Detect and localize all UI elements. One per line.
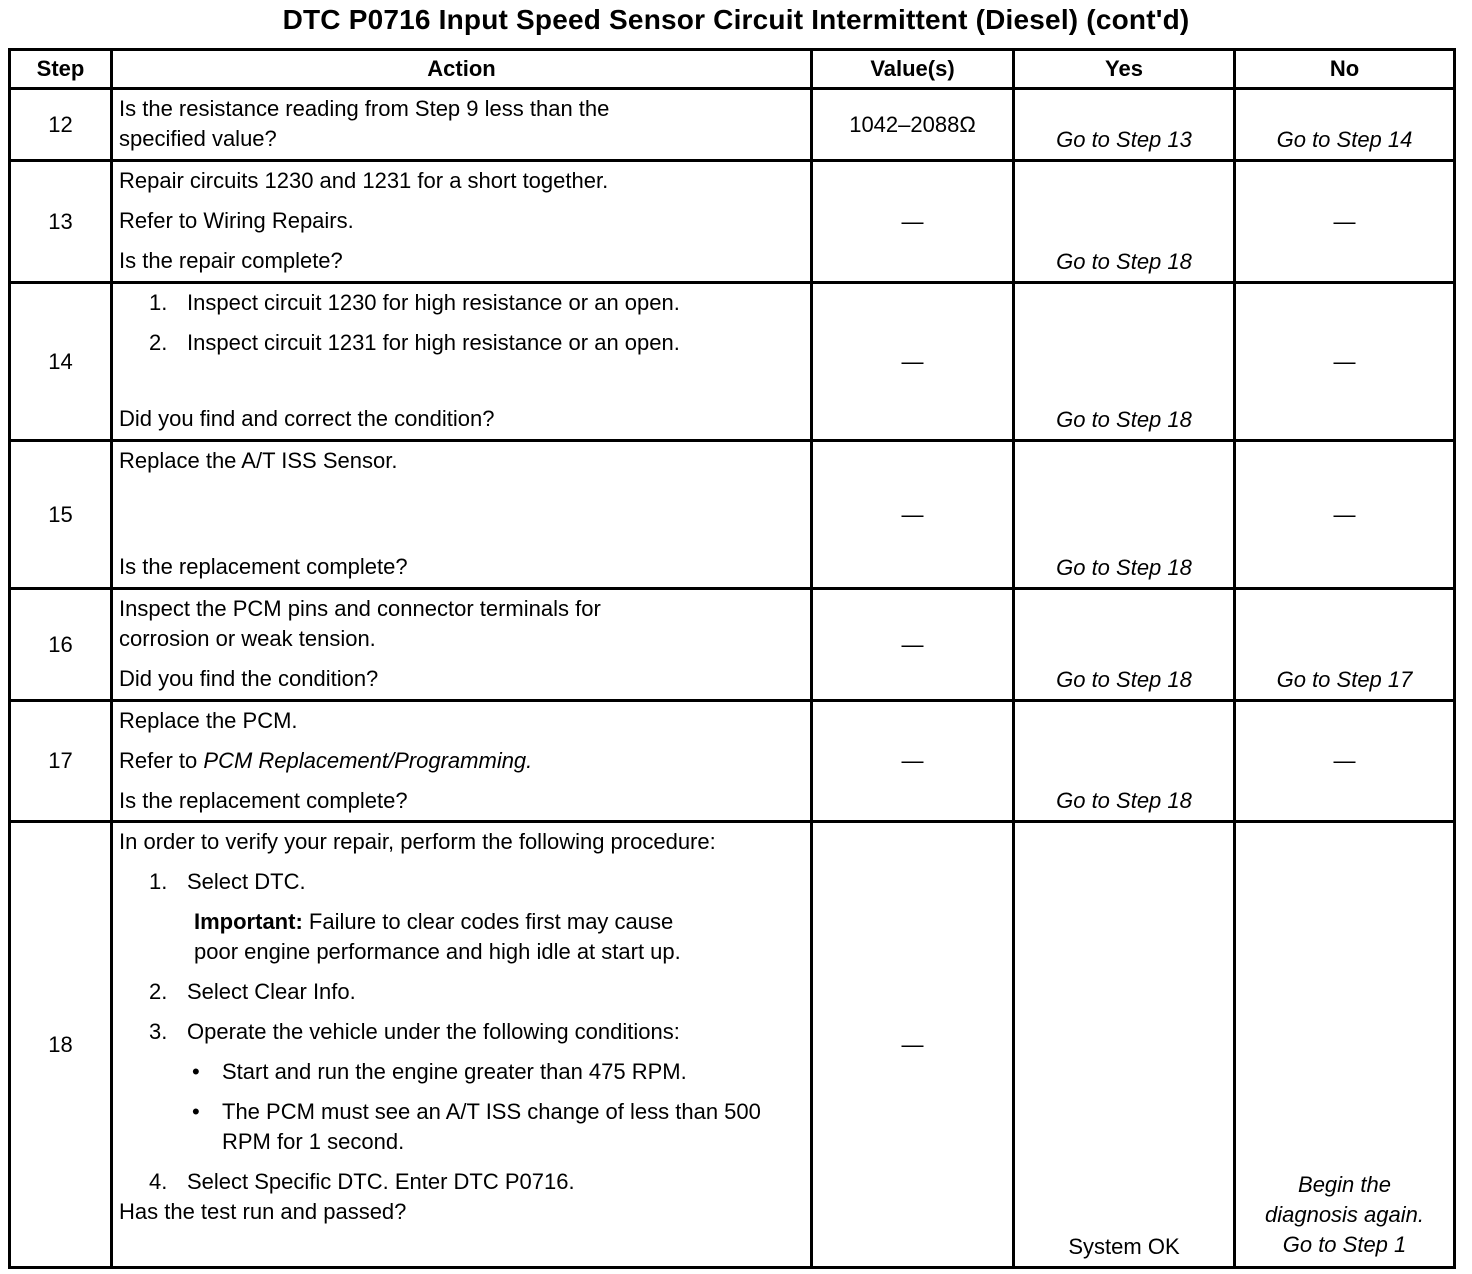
no-cell bbox=[1235, 822, 1455, 1268]
table-row bbox=[10, 701, 1455, 822]
header-row bbox=[10, 50, 1455, 89]
action-line: Is the resistance reading from Step 9 less than the bbox=[119, 96, 610, 121]
page-title: DTC P0716 Input Speed Sensor Circuit Intermittent (Diesel) (cont'd) bbox=[282, 4, 1190, 35]
value-cell: — bbox=[812, 589, 1014, 701]
no-cell: — bbox=[1235, 701, 1455, 822]
numbered-item bbox=[119, 1017, 804, 1047]
action-cell bbox=[112, 701, 812, 822]
table-row bbox=[10, 822, 1455, 1268]
action-line: Is the replacement complete? bbox=[119, 554, 408, 579]
numbered-item bbox=[119, 288, 804, 318]
value-cell: — bbox=[812, 822, 1014, 1268]
step-number: 14 bbox=[10, 283, 112, 441]
action-line: Is the repair complete? bbox=[119, 248, 343, 273]
table-row bbox=[10, 589, 1455, 701]
yes-cell: Go to Step 18 bbox=[1014, 441, 1235, 589]
important-label: Important: bbox=[194, 909, 303, 934]
step-number: 15 bbox=[10, 441, 112, 589]
header-action: Action bbox=[112, 50, 812, 89]
value-cell: — bbox=[812, 161, 1014, 283]
bullet-icon: • bbox=[192, 1059, 200, 1084]
action-line: Repair circuits 1230 and 1231 for a short together. bbox=[119, 168, 609, 193]
step-number: 17 bbox=[10, 701, 112, 822]
action-line: Refer to Wiring Repairs. bbox=[119, 208, 354, 233]
numbered-item bbox=[119, 328, 804, 358]
table-row bbox=[10, 283, 1455, 441]
value-cell: — bbox=[812, 283, 1014, 441]
action-line: corrosion or weak tension. bbox=[119, 626, 376, 651]
note-text: Failure to clear codes first may cause poor engine performance and high idle at start up. bbox=[194, 909, 681, 964]
table-row bbox=[10, 441, 1455, 589]
header-values: Value(s) bbox=[812, 50, 1014, 89]
no-cell: — bbox=[1235, 283, 1455, 441]
action-line: Is the replacement complete? bbox=[119, 788, 408, 813]
no-line: diagnosis again. bbox=[1264, 1202, 1424, 1227]
table-row bbox=[10, 89, 1455, 161]
action-line: Inspect the PCM pins and connector terminals for bbox=[119, 596, 601, 621]
yes-cell: Go to Step 18 bbox=[1014, 161, 1235, 283]
action-line: Select DTC. bbox=[187, 869, 306, 894]
no-line: Go to Step 1 bbox=[1282, 1232, 1407, 1257]
yes-cell: Go to Step 18 bbox=[1014, 283, 1235, 441]
action-line: Operate the vehicle under the following conditions: bbox=[187, 1019, 680, 1044]
table-row bbox=[10, 161, 1455, 283]
action-cell bbox=[112, 89, 812, 161]
numbered-item bbox=[119, 867, 804, 897]
reference-link[interactable]: PCM Replacement/Programming. bbox=[203, 748, 533, 773]
action-cell bbox=[112, 589, 812, 701]
action-line: Has the test run and passed? bbox=[119, 1199, 407, 1224]
numbered-item bbox=[119, 1167, 804, 1197]
yes-cell: Go to Step 18 bbox=[1014, 589, 1235, 701]
step-number: 12 bbox=[10, 89, 112, 161]
header-no: No bbox=[1235, 50, 1455, 89]
step-number: 13 bbox=[10, 161, 112, 283]
action-line: The PCM must see an A/T ISS change of less than 500 RPM for 1 second. bbox=[222, 1099, 761, 1154]
value-cell: — bbox=[812, 701, 1014, 822]
value-cell: 1042–2088Ω bbox=[812, 89, 1014, 161]
item-number: 2. bbox=[149, 330, 168, 355]
action-line: Inspect circuit 1230 for high resistance or an open. bbox=[187, 290, 680, 315]
action-line: Did you find and correct the condition? bbox=[119, 406, 495, 431]
bullet-icon: • bbox=[192, 1099, 200, 1124]
no-cell: — bbox=[1235, 441, 1455, 589]
header-step: Step bbox=[10, 50, 112, 89]
yes-cell: Go to Step 18 bbox=[1014, 701, 1235, 822]
step-number: 16 bbox=[10, 589, 112, 701]
item-number: 1. bbox=[149, 290, 168, 315]
action-cell bbox=[112, 161, 812, 283]
action-line: Select Specific DTC. Enter DTC P0716. bbox=[187, 1169, 575, 1194]
action-cell bbox=[112, 441, 812, 589]
item-number: 4. bbox=[149, 1169, 168, 1194]
no-cell: Go to Step 17 bbox=[1235, 589, 1455, 701]
action-line: Inspect circuit 1231 for high resistance or an open. bbox=[187, 330, 680, 355]
action-line: Replace the A/T ISS Sensor. bbox=[119, 448, 398, 473]
important-note bbox=[119, 907, 704, 967]
header-yes: Yes bbox=[1014, 50, 1235, 89]
action-line: In order to verify your repair, perform the following procedure: bbox=[119, 829, 716, 854]
yes-cell: System OK bbox=[1014, 822, 1235, 1268]
bullet-item bbox=[119, 1097, 782, 1157]
item-number: 3. bbox=[149, 1019, 168, 1044]
step-number: 18 bbox=[10, 822, 112, 1268]
yes-cell: Go to Step 13 bbox=[1014, 89, 1235, 161]
action-line: Did you find the condition? bbox=[119, 666, 379, 691]
value-cell: — bbox=[812, 441, 1014, 589]
action-line: Select Clear Info. bbox=[187, 979, 356, 1004]
bullet-item bbox=[119, 1057, 804, 1087]
action-line: Replace the PCM. bbox=[119, 708, 298, 733]
numbered-item bbox=[119, 977, 804, 1007]
item-number: 2. bbox=[149, 979, 168, 1004]
action-cell bbox=[112, 283, 812, 441]
action-line: Start and run the engine greater than 475 RPM. bbox=[222, 1059, 687, 1084]
no-cell: — bbox=[1235, 161, 1455, 283]
action-line: specified value? bbox=[119, 126, 277, 151]
refer-text: Refer to bbox=[119, 748, 198, 773]
diagnostic-table bbox=[8, 48, 1456, 1269]
no-cell: Go to Step 14 bbox=[1235, 89, 1455, 161]
action-cell bbox=[112, 822, 812, 1268]
action-line bbox=[119, 746, 804, 776]
item-number: 1. bbox=[149, 869, 168, 894]
no-line: Begin the bbox=[1298, 1172, 1391, 1197]
